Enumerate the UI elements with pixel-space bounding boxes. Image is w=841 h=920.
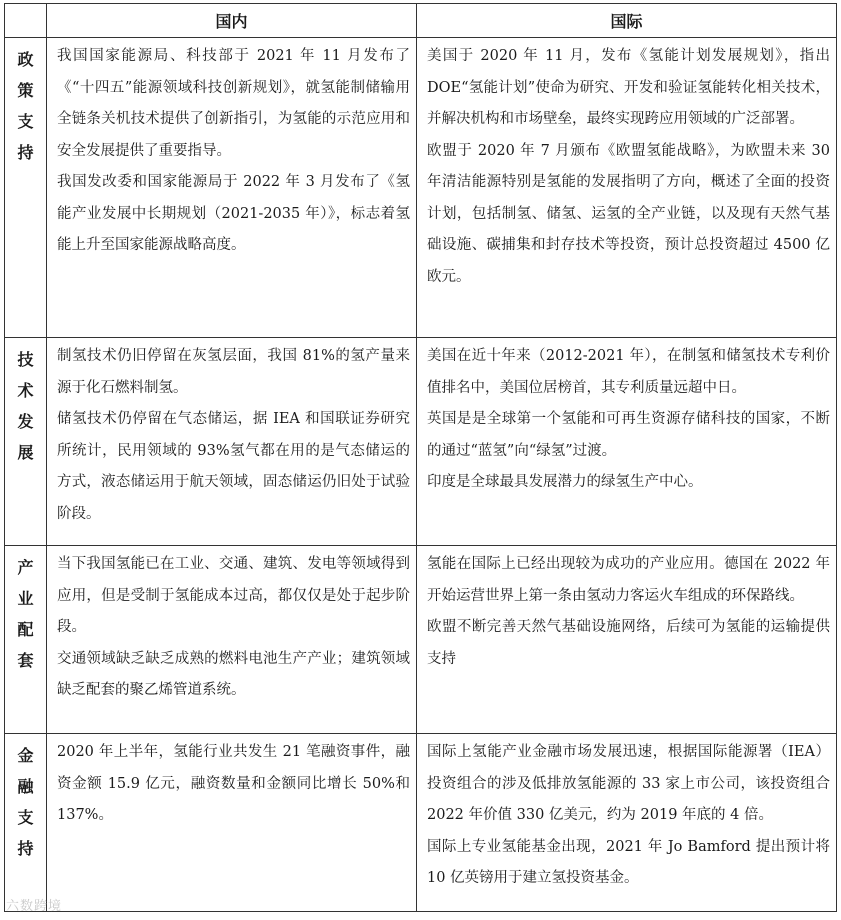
- category-label: 政策支持: [17, 50, 34, 162]
- category-cell: [5, 734, 47, 912]
- international-paragraph: 欧盟不断完善天然气基础设施网络，后续可为氢能的运输提供支持: [427, 619, 830, 667]
- category-cell: [5, 546, 47, 734]
- international-paragraph: 美国在近十年来（2012-2021 年），在制氢和储氢技术专利价值排名中，美国位居榜首，其专利质量远超中日。: [427, 348, 830, 396]
- international-cell: [417, 338, 837, 546]
- watermark: 六数跨境: [6, 899, 63, 914]
- comparison-table: [4, 3, 837, 912]
- category-label: 技术发展: [17, 350, 34, 462]
- header-row: [5, 4, 837, 38]
- domestic-paragraph: 当下我国氢能已在工业、交通、建筑、发电等领域得到应用，但是受制于氢能成本过高，都仅仅是处于起步阶段。: [57, 556, 410, 635]
- category-cell: [5, 338, 47, 546]
- domestic-paragraph: 2020 年上半年，氢能行业共发生 21 笔融资事件，融资金额 15.9 亿元，融资数量和金额同比增长 50%和 137%。: [57, 744, 410, 823]
- domestic-cell: [47, 38, 417, 338]
- international-paragraph: 欧盟于 2020 年 7 月颁布《欧盟氢能战略》，为欧盟未来 30 年清洁能源特别是氢能的发展指明了方向，概述了全面的投资计划，包括制氢、储氢、运氢的全产业链，以及现有天然气基础设施、碳捕集和封存技术等投资，预计总投资超过 4500 亿欧元。: [427, 142, 830, 285]
- category-cell: [5, 38, 47, 338]
- international-cell: [417, 38, 837, 338]
- international-paragraph: 印度是全球最具发展潜力的绿氢生产中心。: [427, 474, 703, 490]
- international-paragraph: 国际上专业氢能基金出现，2021 年 Jo Bamford 提出预计将 10 亿英镑用于建立氢投资基金。: [427, 838, 830, 886]
- international-paragraph: 英国是是全球第一个氢能和可再生资源存储科技的国家，不断的通过“蓝氢”向“绿氢”过渡。: [427, 411, 830, 459]
- domestic-paragraph: 储氢技术仍停留在气态储运，据 IEA 和国联证券研究所统计，民用领域的 93%氢气都在用的是气态储运的方式，液态储运用于航天领域，固态储运仍旧处于试验阶段。: [57, 411, 410, 522]
- domestic-paragraph: 制氢技术仍旧停留在灰氢层面，我国 81%的氢产量来源于化石燃料制氢。: [57, 348, 410, 396]
- international-paragraph: 美国于 2020 年 11 月，发布《氢能计划发展规划》，指出 DOE“氢能计划”使命为研究、开发和验证氢能转化相关技术，并解决机构和市场壁垒，最终实现跨应用领域的广泛部署。: [427, 48, 830, 127]
- international-cell: [417, 734, 837, 912]
- domestic-paragraph: 交通领域缺乏缺乏成熟的燃料电池生产产业；建筑领域缺乏配套的聚乙烯管道系统。: [57, 650, 410, 698]
- header-empty: [5, 4, 47, 38]
- domestic-cell: [47, 546, 417, 734]
- domestic-paragraph: 我国国家能源局、科技部于 2021 年 11 月发布了《“十四五”能源领域科技创新规划》，就氢能制储输用全链条关机技术提供了创新指引，为氢能的示范应用和安全发展提供了重要指导。: [57, 48, 410, 159]
- row-industry-support: [5, 546, 837, 734]
- domestic-paragraph: 我国发改委和国家能源局于 2022 年 3 月发布了《氢能产业发展中长期规划（2021-2035 年）》，标志着氢能上升至国家能源战略高度。: [57, 174, 410, 253]
- category-label: 金融支持: [17, 746, 34, 858]
- international-cell: [417, 546, 837, 734]
- international-paragraph: 氢能在国际上已经出现较为成功的产业应用。德国在 2022 年开始运营世界上第一条由氢动力客运火车组成的环保路线。: [427, 556, 830, 604]
- row-financial-support: [5, 734, 837, 912]
- domestic-cell: [47, 338, 417, 546]
- header-international: 国际: [417, 4, 837, 38]
- category-label: 产业配套: [17, 558, 34, 670]
- international-paragraph: 国际上氢能产业金融市场发展迅速，根据国际能源署（IEA）投资组合的涉及低排放氢能源的 33 家上市公司，该投资组合 2022 年价值 330 亿美元，约为 2019 年底的 4 倍。: [427, 744, 830, 823]
- header-domestic: 国内: [47, 4, 417, 38]
- row-tech-development: [5, 338, 837, 546]
- row-policy-support: [5, 38, 837, 338]
- domestic-cell: [47, 734, 417, 912]
